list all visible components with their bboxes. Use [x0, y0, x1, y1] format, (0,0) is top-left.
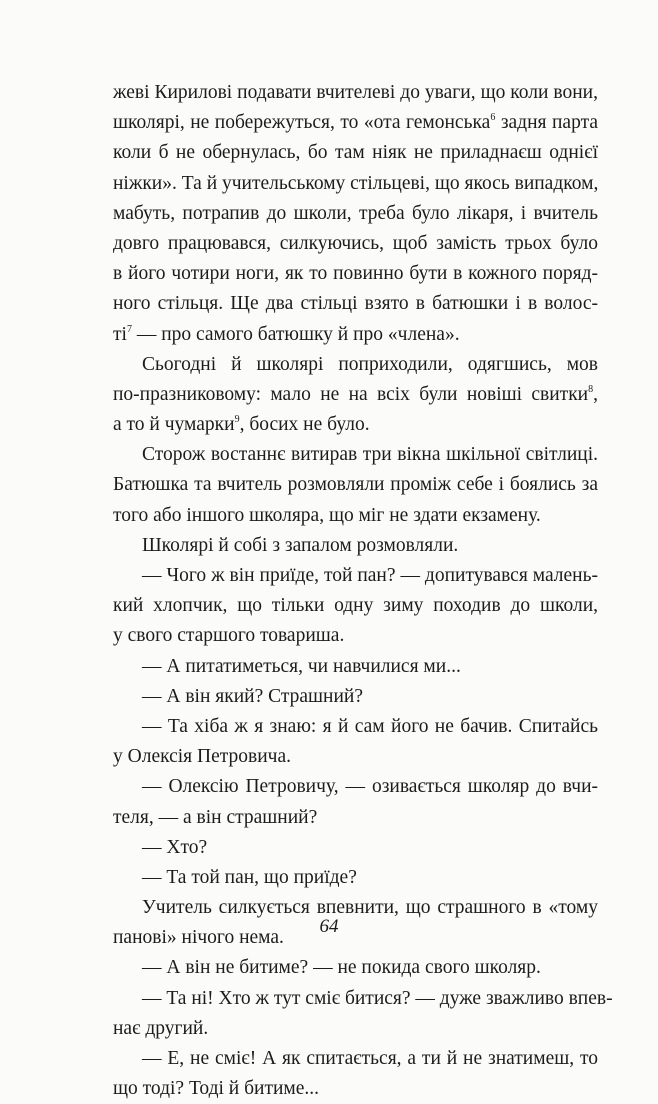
footnote-marker: 8: [588, 383, 594, 395]
text-segment: в його чотири ноги, як то повинно бути в кожного поряд-: [113, 263, 598, 285]
text-line: [113, 591, 598, 621]
text-segment: — А він не битиме? — не покида свого школяр.: [142, 957, 541, 979]
footnote-marker: 6: [490, 112, 496, 124]
text-segment: — про самого батюшку й про «члена».: [131, 323, 460, 345]
text-line: [113, 501, 598, 531]
text-segment: — Чого ж він приїде, той пан? — допитувався малень-: [142, 565, 598, 586]
text-segment: Сьогодні й школярі поприходили, одягшись, мов: [142, 353, 598, 375]
footnote-marker: 7: [126, 323, 132, 335]
text-line: [113, 682, 598, 712]
text-segment: , босих не було.: [239, 414, 370, 436]
text-segment: теля, — а він страшний?: [113, 806, 318, 828]
text-line: [113, 320, 598, 350]
text-segment: — Та ні! Хто ж тут сміє битися? — дуже зважливо впев-: [142, 987, 613, 1009]
text-line: [113, 78, 598, 108]
text-line: [113, 440, 598, 470]
text-line: [113, 108, 598, 138]
text-segment: у Олексія Петровича.: [113, 746, 291, 768]
text-segment: кий хлопчик, що тільки одну зиму походив до школи,: [113, 595, 598, 617]
text-segment: — Та хіба ж я знаю: я й сам його не бачив. Спитайсь: [142, 715, 598, 737]
text-segment: нає другий.: [113, 1017, 209, 1039]
text-segment: ,: [593, 383, 598, 405]
text-segment: що тоді? Тоді й битиме...: [113, 1078, 320, 1100]
text-line: [113, 350, 598, 380]
text-line: [113, 1014, 598, 1044]
text-segment: задня парта: [495, 112, 598, 134]
text-segment: — А він який? Страшний?: [142, 685, 364, 707]
text-segment: школярі, не побережуться, то «ота гемонська: [113, 112, 491, 134]
text-segment: Учитель силкується впевнити, що страшного в «тому: [142, 897, 598, 919]
text-line: [113, 561, 598, 591]
text-line: [113, 953, 598, 983]
text-line: [113, 1074, 598, 1104]
text-segment: — Е, не сміє! А як спитається, а ти й не знатимеш, то: [142, 1048, 598, 1069]
text-segment: ніжки». Та й учительському стільцеві, що якось випадком,: [113, 172, 599, 194]
text-line: [113, 652, 598, 682]
text-segment: панові» нічого нема.: [113, 927, 284, 949]
text-line: [113, 289, 598, 319]
text-line: [113, 742, 598, 772]
text-segment: коли б не обернулась, бо там ніяк не приладнаєш однієї: [113, 142, 598, 164]
text-line: [113, 259, 598, 289]
text-segment: Школярі й собі з запалом розмовляли.: [142, 534, 459, 556]
text-line: [113, 138, 598, 168]
text-segment: мабуть, потрапив до школи, треба було лікаря, і вчитель: [113, 202, 598, 224]
text-line: [113, 531, 598, 561]
text-line: [113, 1044, 598, 1074]
text-line: [113, 984, 613, 1014]
footnote-marker: 9: [234, 414, 240, 426]
text-segment: — Хто?: [142, 836, 208, 858]
text-line: [113, 863, 598, 893]
text-line: [113, 169, 598, 199]
text-segment: Сторож востаннє витирав три вікна шкільної світлиці.: [142, 444, 598, 466]
text-line: [113, 470, 598, 500]
text-segment: довго працювався, силкуючись, щоб замість трьох було: [113, 232, 598, 254]
text-segment: у свого старшого товариша.: [113, 625, 345, 647]
text-segment: по-празниковому: мало не на всіх були новіші свитки: [113, 383, 589, 405]
text-line: [113, 803, 598, 833]
text-line: [113, 229, 598, 259]
text-segment: того або іншого школяра, що міг не здати екзамену.: [113, 504, 541, 526]
text-line: [113, 712, 598, 742]
text-line: [113, 199, 598, 229]
text-line: [113, 772, 598, 802]
text-line: [113, 621, 598, 651]
text-line: [113, 380, 598, 410]
text-segment: ного стільця. Ще два стільці взято в батюшки і в волос-: [113, 293, 598, 315]
text-segment: а то й чумарки: [113, 414, 235, 436]
text-segment: жеві Кирилові подавати вчителеві до уваги, що коли вони,: [113, 82, 598, 103]
text-segment: Батюшка та вчитель розмовляли проміж себе і боялись за: [113, 474, 598, 496]
text-line: [113, 410, 598, 440]
text-segment: — Олексію Петровичу, — озивається школяр до вчи-: [142, 776, 598, 798]
page-number: 64: [319, 916, 339, 937]
page-text: [113, 78, 613, 1104]
text-segment: — А питатиметься, чи навчилися ми...: [142, 655, 461, 677]
text-line: [113, 833, 598, 863]
text-segment: ті: [113, 323, 127, 345]
text-segment: — Та той пан, що приїде?: [142, 866, 357, 888]
